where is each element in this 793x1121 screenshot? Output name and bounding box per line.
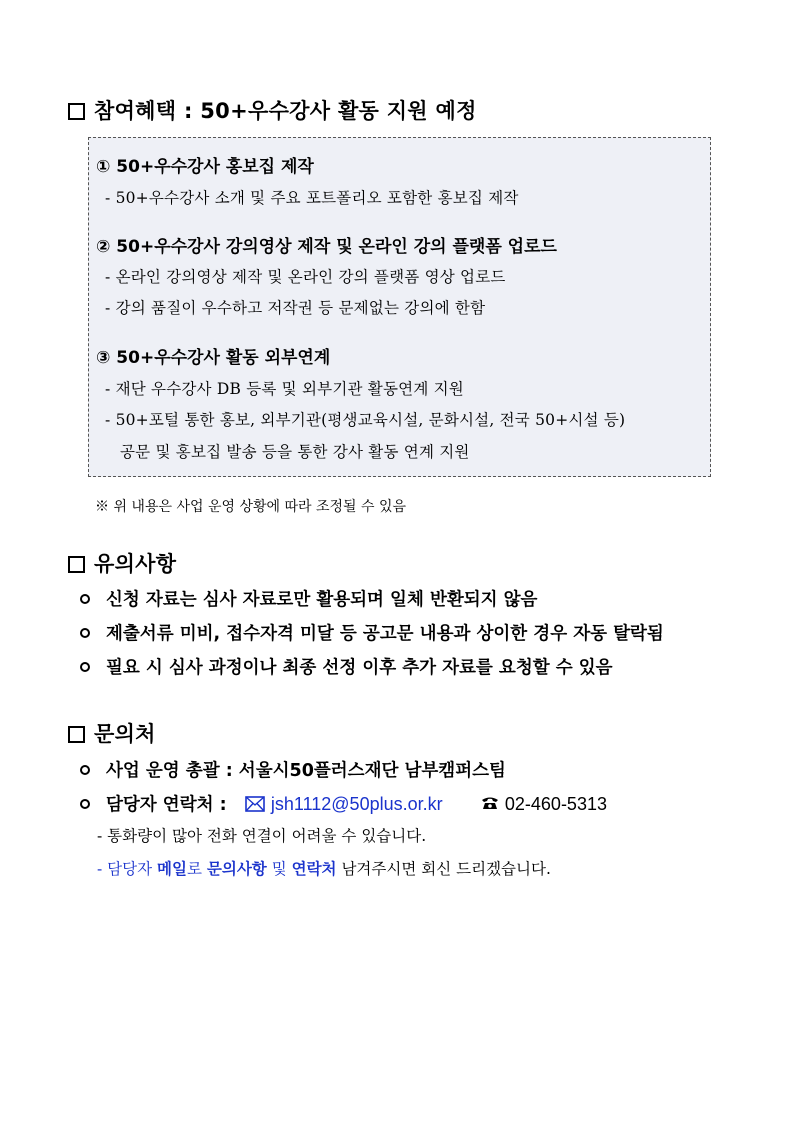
contact-note-2-part: 로 xyxy=(186,860,207,878)
circle-bullet-icon xyxy=(80,594,90,604)
caution-item-3 xyxy=(80,654,613,679)
benefit-line-3-2: - 50+포털 통한 홍보, 외부기관(평생교육시설, 문화시설, 전국 50+시설 등) xyxy=(105,411,626,429)
checkbox-square-icon xyxy=(68,556,85,573)
contact-note-2-inquiry-word: 문의사항 xyxy=(206,860,267,878)
caution-item-1 xyxy=(80,586,537,611)
circle-bullet-icon xyxy=(80,765,90,775)
benefit-line-3-1: - 재단 우수강사 DB 등록 및 외부기관 활동연계 지원 xyxy=(105,380,464,398)
benefit-title-2: ② 50+우수강사 강의영상 제작 및 온라인 강의 플랫폼 업로드 xyxy=(96,237,557,257)
caution-item-text: 신청 자료는 심사 자료로만 활용되며 일체 반환되지 않음 xyxy=(106,590,538,610)
contact-manager-label: 담당자 연락처 : xyxy=(106,795,227,815)
circle-bullet-icon xyxy=(80,799,90,809)
contact-note-2 xyxy=(97,857,551,879)
benefit-line-3-3: 공문 및 홍보집 발송 등을 통한 강사 활동 연계 지원 xyxy=(120,443,470,461)
benefit-line-2-2: - 강의 품질이 우수하고 저작권 등 문제없는 강의에 한함 xyxy=(105,299,486,317)
benefit-title-3: ③ 50+우수강사 활동 외부연계 xyxy=(96,348,331,368)
caution-item-text: 제출서류 미비, 접수자격 미달 등 공고문 내용과 상이한 경우 자동 탈락됨 xyxy=(106,624,664,644)
checkbox-square-icon xyxy=(68,103,85,120)
contact-heading-text: 문의처 xyxy=(94,722,156,746)
benefits-note: ※ 위 내용은 사업 운영 상황에 따라 조정될 수 있음 xyxy=(95,499,407,515)
contact-note-2-contact-word: 연락처 xyxy=(291,860,337,878)
mail-icon xyxy=(245,796,265,812)
caution-item-2 xyxy=(80,620,664,645)
benefit-line-2-1: - 온라인 강의영상 제작 및 온라인 강의 플랫폼 영상 업로드 xyxy=(105,268,506,286)
benefits-heading xyxy=(68,95,477,125)
phone-number[interactable]: 02-460-5313 xyxy=(504,794,607,814)
contact-operator xyxy=(80,757,506,782)
contact-note-2-email-word: 메일 xyxy=(157,860,187,878)
cautions-heading xyxy=(68,548,176,578)
caution-item-text: 필요 시 심사 과정이나 최종 선정 이후 추가 자료를 요청할 수 있음 xyxy=(106,658,613,678)
contact-note-2-part: 남겨주시면 회신 드리겠습니다. xyxy=(336,860,551,878)
email-link[interactable]: jsh1112@50plus.or.kr xyxy=(270,794,443,814)
contact-note-1: - 통화량이 많아 전화 연결이 어려울 수 있습니다. xyxy=(97,827,427,845)
contact-operator-text: 사업 운영 총괄 : 서울시50플러스재단 남부캠퍼스팀 xyxy=(106,761,506,781)
contact-manager xyxy=(80,791,607,816)
contact-heading xyxy=(68,718,156,748)
circle-bullet-icon xyxy=(80,628,90,638)
contact-note-2-part: - 담당자 xyxy=(97,860,158,878)
benefit-line-1-1: - 50+우수강사 소개 및 주요 포트폴리오 포함한 홍보집 제작 xyxy=(105,189,519,207)
benefits-heading-text: 참여혜택 : 50+우수강사 활동 지원 예정 xyxy=(94,99,477,123)
cautions-heading-text: 유의사항 xyxy=(94,552,177,576)
telephone-icon xyxy=(481,796,499,810)
checkbox-square-icon xyxy=(68,726,85,743)
benefit-title-1: ① 50+우수강사 홍보집 제작 xyxy=(96,157,314,177)
circle-bullet-icon xyxy=(80,662,90,672)
contact-note-2-part: 및 xyxy=(266,860,292,878)
